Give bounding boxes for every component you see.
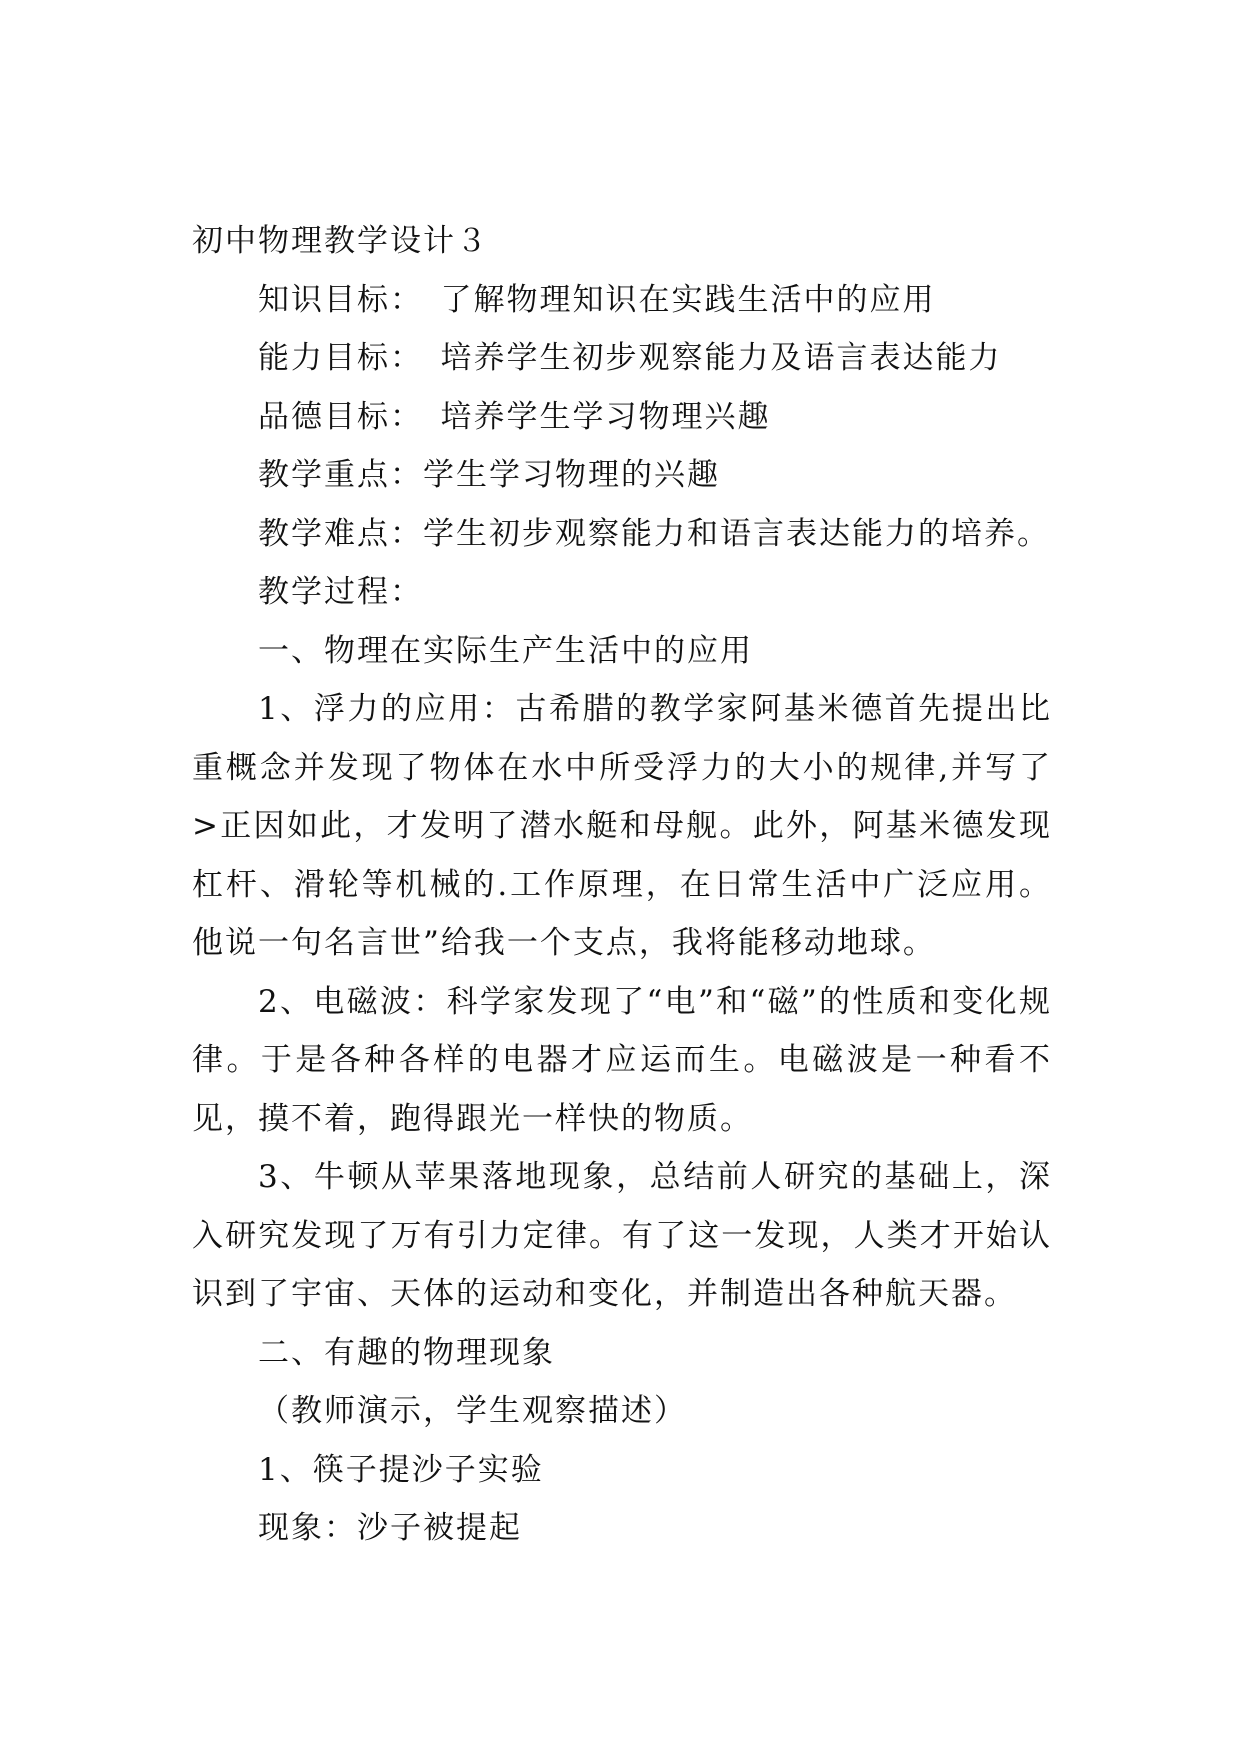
teaching-difficulty: 教学难点：学生初步观察能力和语言表达能力的培养。 — [258, 515, 1050, 552]
experiment1-phenomenon: 现象：沙子被提起 — [258, 1510, 522, 1546]
experiment1-heading: 1、筷子提沙子实验 — [258, 1451, 544, 1488]
document-title: 初中物理教学设计３ — [192, 223, 489, 259]
section2-note: （教师演示，学生观察描述） — [258, 1393, 687, 1429]
section1-heading: 一、物理在实际生产生活中的应用 — [258, 632, 753, 669]
section2-heading: 二、有趣的物理现象 — [258, 1334, 555, 1371]
paragraph-buoyancy: 1、浮力的应用：古希腊的教学家阿基米德首先提出比重概念并发现了物体在水中所受浮力的大小的规律,并写了>正因如此，才发明了潜水艇和母舰。此外，阿基米德发现杠杆、滑轮等机械的.工作原理，在日常生活中广泛应用。他说一句名言世”给我一个支点，我将能移动地球。 — [192, 691, 1052, 961]
paragraph-newton: 3、牛顿从苹果落地现象，总结前人研究的基础上，深入研究发现了万有引力定律。有了这一发现，人类才开始认识到了宇宙、天体的运动和变化，并制造出各种航天器。 — [192, 1159, 1052, 1312]
objective-knowledge: 知识目标： 了解物理知识在实践生活中的应用 — [258, 281, 936, 318]
paragraph-electromagnetic-wave: 2、电磁波：科学家发现了“电”和“磁”的性质和变化规律。于是各种各样的电器才应运而生。电磁波是一种看不见，摸不着，跑得跟光一样快的物质。 — [192, 983, 1052, 1137]
document-body — [192, 212, 1072, 1558]
teaching-key-point: 教学重点：学生学习物理的兴趣 — [258, 457, 720, 493]
process-heading: 教学过程： — [258, 574, 423, 610]
objective-morality: 品德目标： 培养学生学习物理兴趣 — [258, 398, 771, 435]
objective-ability: 能力目标： 培养学生初步观察能力及语言表达能力 — [258, 340, 1002, 376]
